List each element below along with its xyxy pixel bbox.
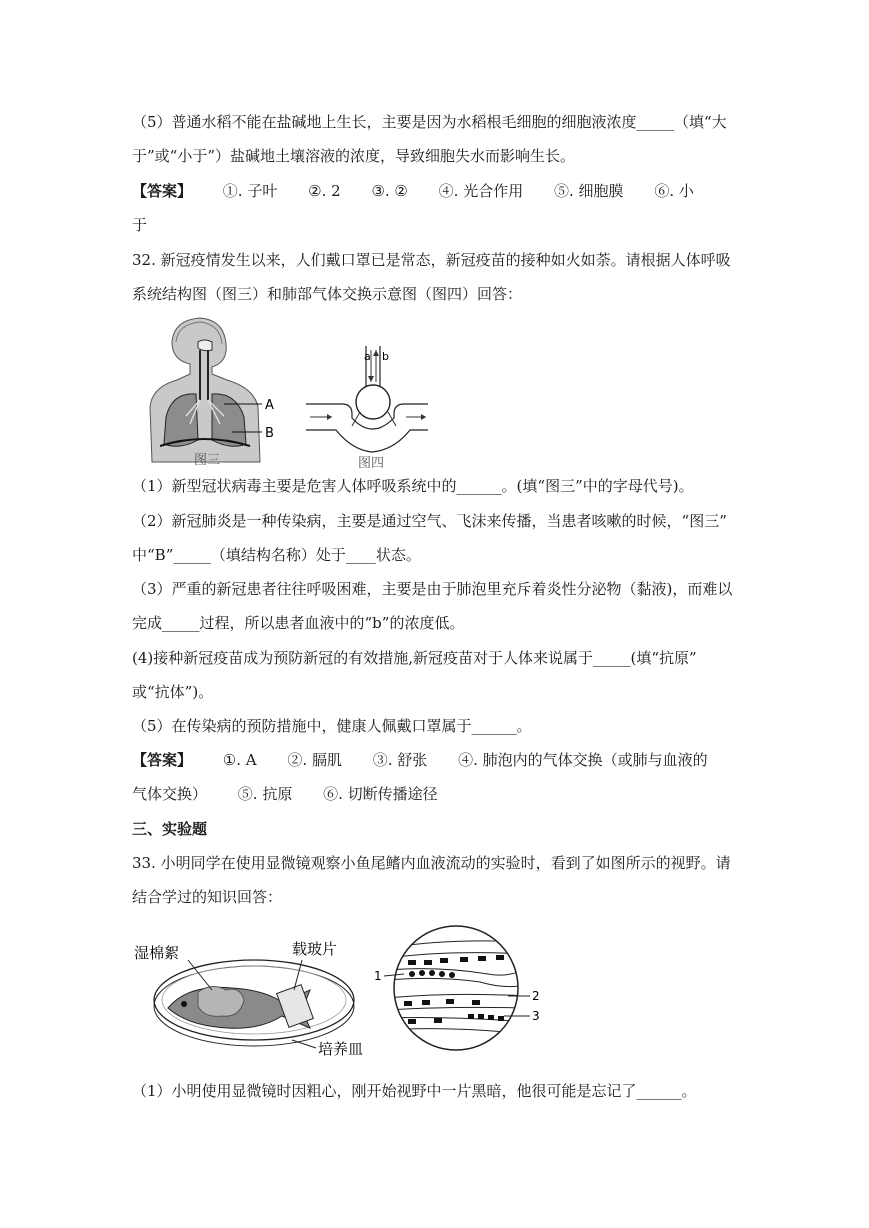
q31-answer-tail: 于 <box>132 216 148 234</box>
label-petri-dish: 培养皿 <box>318 1040 364 1058</box>
answer-item: ①. 子叶 <box>222 182 278 200</box>
q33-stem-line2: 结合学过的知识回答： <box>132 888 283 906</box>
fig4-caption: 图四 <box>358 456 385 470</box>
q31-answer <box>132 181 694 201</box>
q32-part4-line2: 或“抗体”)。 <box>132 683 214 701</box>
q32-stem-line1: 32. 新冠疫情发生以来，人们戴口罩已是常态，新冠疫苗的接种如火如荼。请根据人体呼吸 <box>132 251 731 269</box>
answer-item: ④. 光合作用 <box>438 182 524 200</box>
q32-answer <box>132 750 708 770</box>
answer-label: 【答案】 <box>132 182 193 200</box>
q31-part5-line1: （5）普通水稻不能在盐碱地上生长，主要是因为水稻根毛细胞的细胞液浓度_____（填“大 <box>132 113 727 131</box>
q32-stem-line2: 系统结构图（图三）和肺部气体交换示意图（图四）回答： <box>132 285 523 303</box>
q32-part3-line2: 完成_____过程，所以患者血液中的“b”的浓度低。 <box>132 614 465 632</box>
q32-part3-line1: （3）严重的新冠患者往往呼吸困难，主要是由于肺泡里充斥着炎性分泌物（黏液)，而难以 <box>132 580 733 598</box>
fov-label-1: 1 <box>374 969 382 983</box>
fig3-label-a: A <box>265 398 274 413</box>
q32-answer-line2 <box>132 784 464 804</box>
fig3-label-b: B <box>265 426 274 441</box>
answer-item: ①. A <box>222 751 257 769</box>
answer-item: ⑥. 小 <box>654 182 694 200</box>
answer-item: 气体交换） <box>132 785 208 803</box>
fov-label-3: 3 <box>532 1009 540 1023</box>
q31-part5-line2: 于”或“小于”）盐碱地土壤溶液的浓度，导致细胞失水而影响生长。 <box>132 147 576 165</box>
q32-part4-line1: (4)接种新冠疫苗成为预防新冠的有效措施,新冠疫苗对于人体来说属于_____(填“抗原” <box>132 649 697 667</box>
q32-part1: （1）新型冠状病毒主要是危害人体呼吸系统中的______。(填“图三”中的字母代号)。 <box>132 477 694 495</box>
fov-label-2: 2 <box>532 989 540 1003</box>
section-heading: 三、实验题 <box>132 820 208 838</box>
figure-respiratory-system <box>132 312 292 470</box>
answer-item: ④. 肺泡内的气体交换（或肺与血液的 <box>458 751 708 769</box>
figure-gas-exchange <box>302 340 432 470</box>
figure-microscope-view <box>368 918 558 1058</box>
answer-item: ③. ② <box>371 182 408 200</box>
answer-item: ②. 膈肌 <box>287 751 342 769</box>
answer-label: 【答案】 <box>132 751 193 769</box>
fig4-label-a: a <box>364 350 371 363</box>
q33-part1: （1）小明使用显微镜时因粗心，刚开始视野中一片黑暗，他很可能是忘记了______。 <box>132 1082 697 1100</box>
label-wet-cotton: 湿棉絮 <box>134 944 180 962</box>
label-glass-slide: 载玻片 <box>292 940 338 958</box>
fig3-caption: 图三 <box>194 453 221 468</box>
answer-item: ②. 2 <box>308 182 341 200</box>
figure-fish-petri-dish <box>132 930 372 1060</box>
q32-part2-line2: 中“B”_____（填结构名称）处于____状态。 <box>132 546 421 564</box>
q32-part5: （5）在传染病的预防措施中，健康人佩戴口罩属于______。 <box>132 717 532 735</box>
answer-item: ⑤. 细胞膜 <box>553 182 624 200</box>
answer-item: ⑥. 切断传播途径 <box>323 785 438 803</box>
q32-part2-line1: （2）新冠肺炎是一种传染病，主要是通过空气、飞沫来传播，当患者咳嗽的时候，“图三” <box>132 512 727 530</box>
answer-item: ③. 舒张 <box>372 751 428 769</box>
answer-item: ⑤. 抗原 <box>237 785 293 803</box>
fig4-label-b: b <box>382 350 389 363</box>
q33-stem-line1: 33. 小明同学在使用显微镜观察小鱼尾鳍内血液流动的实验时，看到了如图所示的视野。请 <box>132 854 731 872</box>
